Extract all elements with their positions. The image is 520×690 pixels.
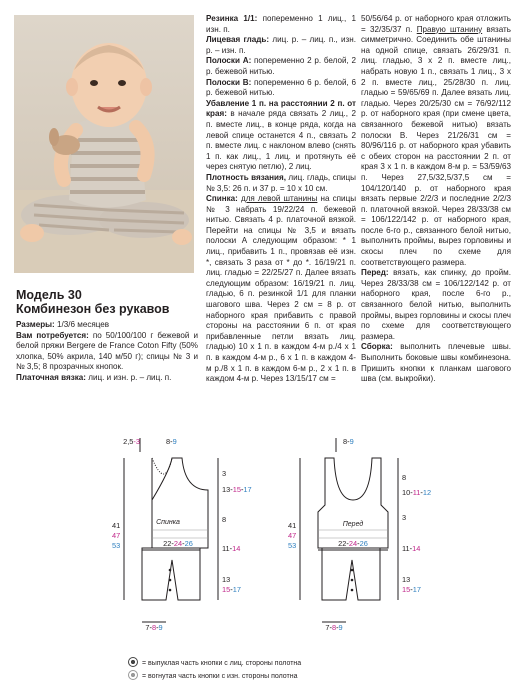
continuation-text: 50/56/64 р. от наборного края отложить = 32/35/37 п. [361,14,511,34]
svg-text:3: 3 [402,513,407,522]
rib-text: попеременно 1 лиц., 1 изн. п. [206,14,356,34]
snap-concave-icon [128,670,138,680]
stripes-b-text: попеременно 6 р. белой, 6 р. бежевой нитью. [206,77,357,98]
front-paragraph [361,268,511,342]
svg-text:7-8-9: 7-8-9 [145,623,163,632]
legend-concave [128,670,301,683]
stripes-a-paragraph [206,56,356,77]
legend-concave-text: = вогнутая часть кнопки с изн. стороны полотна [142,673,298,680]
back-piece-label: Спинка [156,519,180,526]
back-text: на спицы № 3 набрать 19/22/24 п. бежевой нитью. Связать 4 р. платочной вязкой. Перейти на спицы № 3,5 и вязать полоски А следующим образом: * 1 лиц., прибавить 1 п., провязав её изн. *, связать 3 раза от * до *. 16/19/21 п. лиц. гладью = 22/25/27 п. Далее вязать следующим образом: 16/19/21 п. лиц. гладью, 6 п. резинкой 1/1 для планки шагового шва. Через 2 см = 8 р. от наборного края прибавить с правой стороны на расстоянии 6 п. от края прибавленные петли вязать лиц. гладью) 10 х 1 п. в каждом 4-м р./4 х 1 п. в каждом 4-м р., 6 х 1 п. в каждом 4-м р./8 х 1 п. в каждом 6-м р., 2 х 1 п. в каждом 4-м р. Через 13/15/17 см = [206,194,357,384]
legend-convex [128,657,301,670]
svg-text:7-8-9: 7-8-9 [325,623,343,632]
right-leg-paragraph [361,14,511,268]
svg-text:10-11-12: 10-11-12 [402,488,432,497]
decrease-text: в начале ряда связать 2 лиц., 2 п. вместе лиц., в конце ряда, когда на левой спице останется 4 п., связать 2 п. вместе лиц. с наклоном влево (снять 1 п. как лиц., 1 лиц. и протянуть её через снятую петлю), 2 лиц. [206,109,356,172]
decrease-label: Убавление 1 п. на расстоянии 2 п. от края: [206,98,356,119]
gauge-paragraph [206,173,356,194]
sizes-text: 1/3/6 месяцев [54,320,110,329]
snap-convex-icon [128,657,138,667]
rib-label: Резинка 1/1: [206,14,258,23]
assembly-label: Сборка: [361,342,393,352]
stripes-a-label: Полоски А: [206,56,252,66]
sizes-label: Размеры: [16,320,55,329]
svg-text:13: 13 [402,575,411,584]
gauge-text: лиц. гладь, спицы № 3,5: 26 п. и 37 р. = 10 х 10 см. [206,172,356,193]
back-label: Спинка: [206,194,238,204]
stripes-a-text: попеременно 2 р. белой, 2 р. бежевой нитью. [206,56,357,76]
back-paragraph [206,194,356,385]
front-piece-label: Перед [342,521,364,528]
svg-text:11-14: 11-14 [402,544,421,553]
garter-label: Платочная вязка: [16,372,86,382]
materials-text: по 50/100/100 г бежевой и белой пряжи Bergere de France Coton Fifty (50% хлопка, 50% акрила, 140 м/50 г); спицы № 3 и № 3,5; 8 прозрачных кнопок. [16,330,198,372]
svg-text:22-24-26: 22-24-26 [163,539,193,548]
button-dots [169,569,354,592]
svg-text:47: 47 [112,531,121,540]
garter-text: лиц. и изн. р. – лиц. п. [85,372,172,382]
column-3 [361,14,511,385]
baby-photo [14,15,194,273]
svg-text:8: 8 [222,515,227,524]
column-1 [16,320,198,384]
column-2 [206,14,356,385]
svg-text:53: 53 [112,541,121,550]
stockinette-label: Лицевая гладь: [206,35,270,45]
baby-illustration [14,15,194,273]
assembly-paragraph [361,342,511,384]
right-leg-underlined: Правую штанину [416,24,483,34]
model-number: Модель 30 [16,288,82,302]
svg-text:15-17: 15-17 [402,585,421,594]
sizes-paragraph [16,320,198,331]
decrease-paragraph [206,99,356,173]
svg-text:47: 47 [288,531,297,540]
rib-paragraph [206,14,356,35]
legend-convex-text: = выпуклая часть кнопки с лиц. стороны полотна [142,660,302,667]
model-heading [16,288,206,316]
svg-text:8-9: 8-9 [166,437,177,446]
stripes-b-paragraph [206,78,356,99]
svg-text:22-24-26: 22-24-26 [338,539,368,548]
svg-text:15-17: 15-17 [222,585,241,594]
front-dimensions [288,437,431,632]
stockinette-paragraph [206,35,356,56]
back-underlined: для левой штанины [240,194,318,204]
svg-text:41: 41 [112,521,121,530]
svg-text:8-9: 8-9 [343,437,354,446]
svg-text:41: 41 [288,521,297,530]
gauge-label: Плотность вязания, [206,172,286,182]
materials-paragraph [16,331,198,373]
front-text: вязать, как спинку, до пройм. Через 28/33/38 см = 106/122/142 р. от наборного края, после 6-го р., связанного белой нитью, выполнить проймы, вырез горловины и скосы плеч по схеме для соответствующего размера. [361,268,511,341]
back-dimensions [112,437,252,632]
stockinette-text: лиц. р. – лиц. п., изн. р. – изн. п. [206,35,356,55]
model-name: Комбинезон без рукавов [16,302,170,316]
legend [128,657,301,683]
svg-text:11-14: 11-14 [222,544,241,553]
stripes-b-label: Полоски В: [206,77,252,87]
materials-label: Вам потребуется: [16,330,89,340]
svg-text:8: 8 [402,473,407,482]
front-label: Перед: [361,268,389,278]
assembly-text: выполнить плечевые швы. Выполнить боковые швы комбинезона. Пришить кнопки к планкам шагового шва (см. выкройки). [361,342,511,384]
svg-text:13-15-17: 13-15-17 [222,485,252,494]
svg-text:53: 53 [288,541,297,550]
svg-text:13: 13 [222,575,231,584]
svg-text:3: 3 [222,469,227,478]
garter-paragraph [16,373,198,384]
schematics [0,430,520,655]
svg-text:2,5-3: 2,5-3 [123,437,140,446]
right-leg-text: вязать симметрично. Соединить обе штанины на одной спице, связать 26/29/31 п. лиц. гладью, 3 х 2 п. вместе лиц., набрать новую 1 п., связать 1 лиц., 3 х 2 п. вместе лиц., 25/28/30 п. лиц. гладью = 59/65/69 п. Далее вязать лиц. гладью. Через 20/25/30 см = 76/92/112 р. от наборного края (при смене цвета, связанного бежевой нитью) вязать полоски В. Через 21/26/31 см = 80/96/116 р. от наборного края убавить с обеих сторон на расстоянии 2 п. от края 3 х 1 п. в каждом 8-м р. = 53/59/63 п. Через 27,5/32,5/37,5 см = 104/120/140 р. от наборного края вязать первые 2/2/3 и последние 2/2/3 п. платочной вязкой. Через 28/33/38 см = 106/122/142 р. от наборного края, после 6-го р., связанного белой нитью, выполнить проймы, вырез горловины и скосы плеч по схеме для соответствующего размера. [361,24,511,267]
